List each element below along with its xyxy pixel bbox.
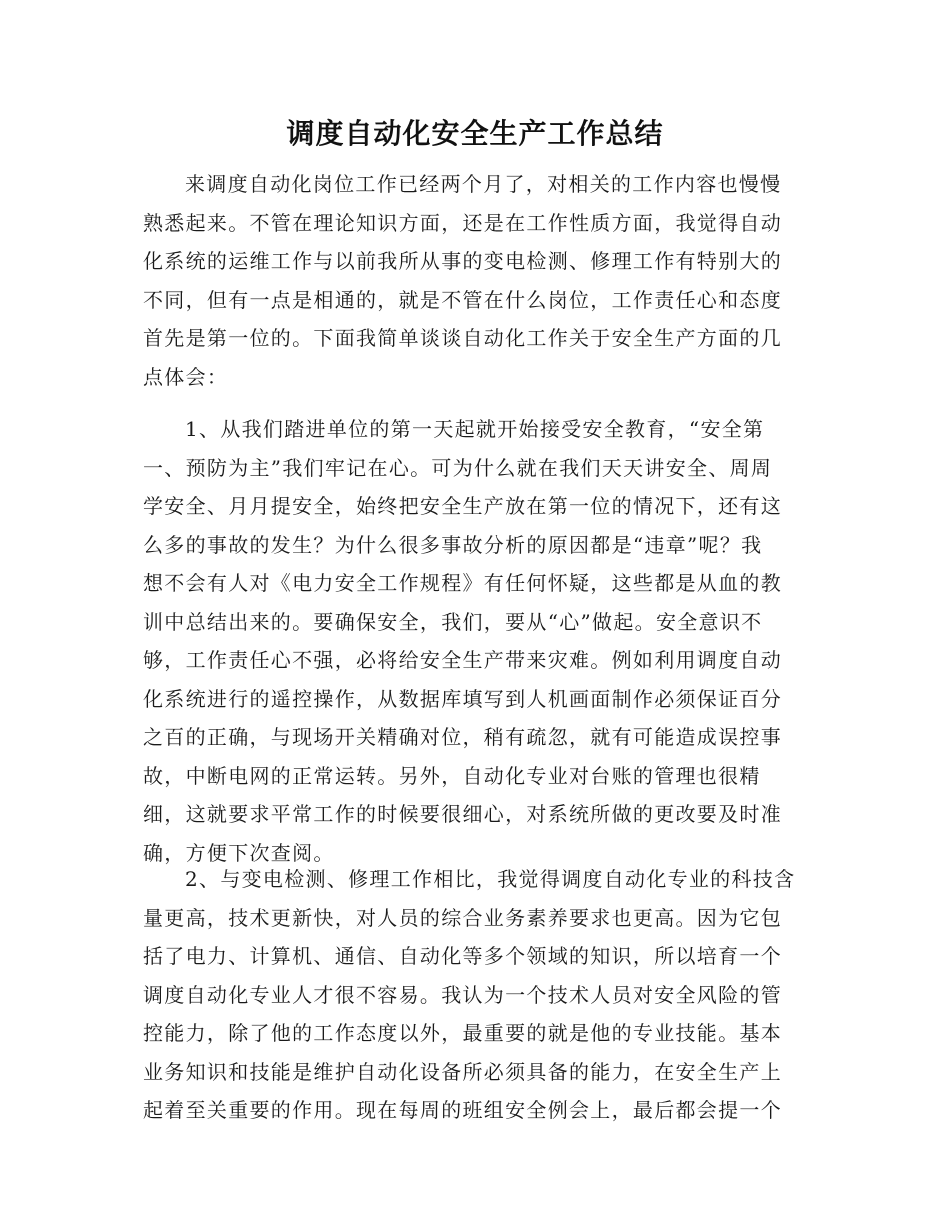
paragraph-line: 量更高，技术更新快，对人员的综合业务素养要求也更高。因为它包 [143, 905, 782, 930]
document-title: 调度自动化安全生产工作总结 [286, 117, 664, 150]
paragraph-line: 细，这就要求平常工作的时候要很细心，对系统所做的更改要及时准 [143, 802, 782, 826]
paragraph-line: 2、与变电检测、修理工作相比，我觉得调度自动化专业的科技含 [185, 867, 796, 891]
paragraph-line: 确，方便下次查阅。 [143, 840, 335, 865]
paragraph-line: 调度自动化专业人才很不容易。我认为一个技术人员对安全风险的管 [143, 982, 782, 1007]
paragraph-line: 够，工作责任心不强，必将给安全生产带来灾难。例如利用调度自动 [143, 648, 782, 672]
paragraph-1 [143, 165, 808, 396]
paragraph-line: 首先是第一位的。下面我简单谈谈自动化工作关于安全生产方面的几 [143, 326, 782, 350]
paragraph-line: 不同，但有一点是相通的，就是不管在什么岗位，工作责任心和态度 [143, 287, 782, 312]
paragraph-line: 学安全、月月提安全，始终把安全生产放在第一位的情况下，还有这 [143, 494, 782, 518]
paragraph-line: 括了电力、计算机、通信、自动化等多个领域的知识，所以培育一个 [143, 944, 782, 968]
paragraph-line: 想不会有人对《电力安全工作规程》有任何怀疑，这些都是从血的教 [143, 571, 782, 595]
paragraph-3 [143, 860, 808, 1130]
paragraph-line: 化系统进行的遥控操作，从数据库填写到人机画面制作必须保证百分 [143, 686, 782, 711]
paragraph-line: 训中总结出来的。要确保安全，我们，要从“心”做起。安全意识不 [143, 609, 763, 634]
paragraph-line: 熟悉起来。不管在理论知识方面，还是在工作性质方面，我觉得自动 [143, 210, 782, 235]
paragraph-2 [143, 410, 808, 872]
paragraph-line: 一、预防为主”我们牢记在心。可为什么就在我们天天讲安全、周周 [143, 455, 773, 480]
paragraph-line: 点体会： [143, 364, 229, 389]
paragraph-line: 之百的正确，与现场开关精确对位，稍有疏忽，就有可能造成误控事 [143, 725, 782, 749]
paragraph-line: 故，中断电网的正常运转。另外，自动化专业对台账的管理也很精 [143, 763, 761, 788]
paragraph-line: 起着至关重要的作用。现在每周的班组安全例会上，最后都会提一个 [143, 1098, 782, 1122]
paragraph-line: 控能力，除了他的工作态度以外，最重要的就是他的专业技能。基本 [143, 1021, 782, 1045]
paragraph-line: 化系统的运维工作与以前我所从事的变电检测、修理工作有特别大的 [143, 249, 782, 273]
paragraph-line: 1、从我们踏进单位的第一天起就开始接受安全教育，“安全第 [185, 417, 765, 441]
paragraph-line: 业务知识和技能是维护自动化设备所必须具备的能力，在安全生产上 [143, 1059, 782, 1084]
paragraph-line: 来调度自动化岗位工作已经两个月了，对相关的工作内容也慢慢 [185, 172, 782, 196]
paragraph-line: 么多的事故的发生？为什么很多事故分析的原因都是“违章”呢？我 [143, 532, 763, 557]
